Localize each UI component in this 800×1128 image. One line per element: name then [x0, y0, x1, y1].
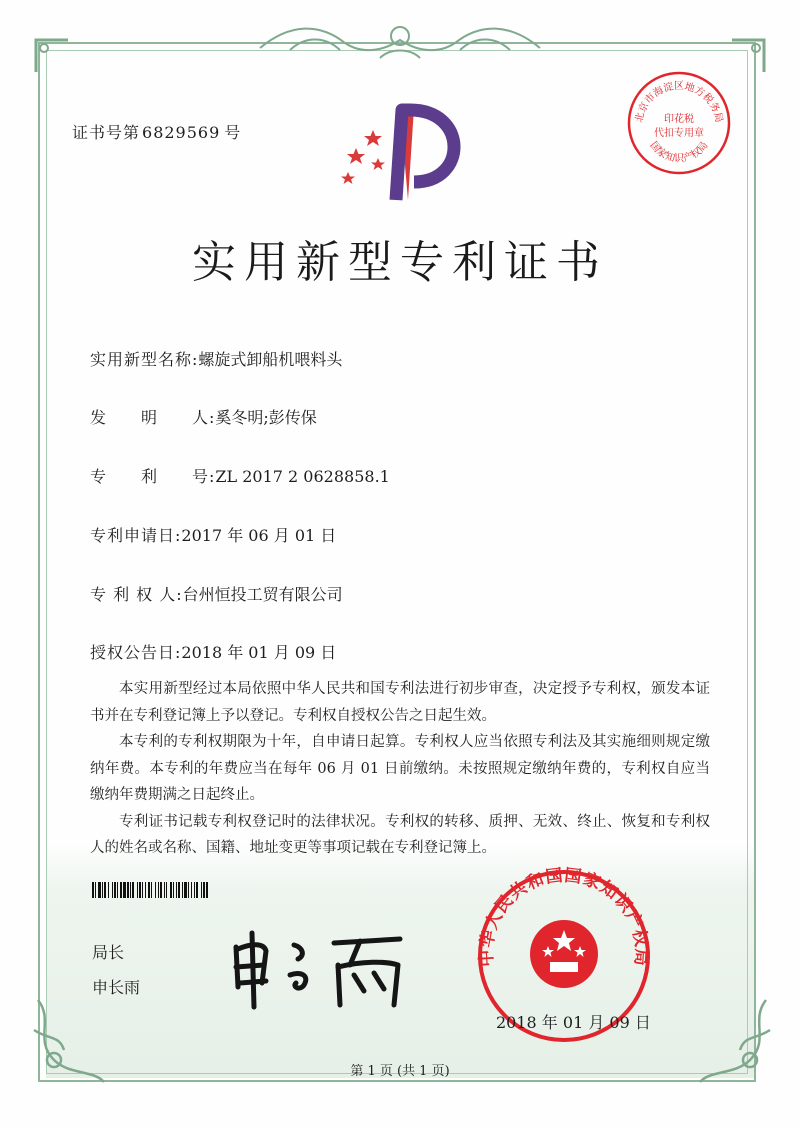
director-name: 申长雨 — [92, 978, 141, 997]
barcode-bar — [196, 882, 198, 898]
barcode-bar — [178, 882, 180, 898]
notice-paragraph: 专利证书记载专利权登记时的法律状况。专利权的转移、质押、无效、终止、恢复和专利权人的姓名或名称、国籍、地址变更等事项记载在专利登记簿上。 — [90, 813, 710, 856]
barcode-bar — [120, 882, 122, 898]
barcode-bar — [108, 882, 109, 898]
barcode-bar — [123, 882, 126, 898]
tax-seal-outer-text: 北京市海淀区地方税务局 — [633, 81, 725, 124]
barcode-bar — [155, 882, 156, 898]
certificate-number — [72, 120, 241, 143]
barcode-bar — [127, 882, 129, 898]
barcode-bar — [166, 882, 167, 898]
barcode-bar — [114, 882, 116, 898]
field-patent-number — [90, 464, 390, 487]
barcode-bar — [117, 882, 118, 898]
barcode-bar — [201, 882, 202, 898]
barcode-bar — [132, 882, 134, 898]
field-inventor — [90, 405, 317, 428]
barcode-bar — [130, 882, 131, 898]
barcode-bar — [158, 882, 159, 898]
field-label: 专 利 号: — [90, 467, 216, 486]
barcode-bar — [160, 882, 162, 898]
field-value: 台州恒投工贸有限公司 — [182, 585, 343, 604]
barcode-bar — [191, 882, 192, 898]
field-value: ZL 2017 2 0628858.1 — [215, 467, 390, 486]
field-label: 授权公告日: — [90, 643, 182, 662]
barcode-bar — [188, 882, 189, 898]
barcode-bar — [203, 882, 205, 898]
seal-date: 2018 年 01 月 09 日 — [496, 1013, 651, 1032]
barcode — [92, 882, 288, 898]
field-label: 发 明 人: — [90, 408, 216, 427]
field-value: 2018 年 01 月 09 日 — [181, 643, 337, 662]
patent-office-emblem — [318, 100, 468, 210]
barcode-bar — [164, 882, 165, 898]
page-number: 第 1 页 (共 1 页) — [350, 1064, 450, 1079]
field-patentee — [90, 582, 343, 605]
barcode-bar — [142, 882, 143, 898]
barcode-bar — [102, 882, 103, 898]
barcode-bar — [137, 882, 138, 898]
top-ornament — [250, 18, 550, 68]
field-label: 专利申请日: — [90, 526, 182, 545]
corner-ornament-top-left — [32, 36, 72, 76]
certificate-number-suffix: 号 — [224, 123, 242, 142]
barcode-bar — [206, 882, 208, 898]
director-signature — [222, 925, 412, 1015]
barcode-bar — [98, 882, 101, 898]
seal-text: 中华人民共和国国家知识产权局 — [476, 866, 652, 968]
field-label: 实用新型名称: — [90, 350, 199, 369]
field-application-date — [90, 523, 336, 546]
barcode-bar — [92, 882, 94, 898]
barcode-bar — [194, 882, 195, 898]
director-title: 局长 — [92, 943, 125, 962]
barcode-bar — [182, 882, 183, 898]
barcode-bar — [176, 882, 177, 898]
certificate-number-label: 证书号第 — [72, 123, 141, 142]
barcode-bar — [145, 882, 146, 898]
tax-seal-line2: 代扣专用章 — [654, 128, 704, 139]
tax-stamp-seal — [626, 70, 732, 176]
field-value: 奚冬明;彭传保 — [215, 408, 317, 427]
certificate-number-value: 6829569 — [142, 123, 221, 142]
barcode-bar — [151, 882, 152, 898]
field-grant-date — [90, 640, 336, 663]
corner-ornament-top-right — [728, 36, 768, 76]
barcode-bar — [104, 882, 106, 898]
notice-paragraph: 本专利的专利权期限为十年，自申请日起算。专利权人应当依照专利法及其实施细则规定缴纳年费。本专利的年费应当在每年 06 月 01 日前缴纳。未按照规定缴纳年费的，专利权自应当缴纳年费期满之日起终止。 — [90, 734, 710, 803]
barcode-bar — [139, 882, 141, 898]
barcode-bar — [173, 882, 174, 898]
barcode-bar — [184, 882, 187, 898]
notice-paragraph: 本实用新型经过本局依照中华人民共和国专利法进行初步审查，决定授予专利权，颁发本证书并在专利登记簿上予以登记。专利权自授权公告之日起生效。 — [90, 681, 710, 724]
barcode-bar — [170, 882, 172, 898]
field-value: 2017 年 06 月 01 日 — [181, 526, 337, 545]
barcode-bar — [95, 882, 96, 898]
field-label: 专 利 权 人: — [90, 585, 183, 604]
tax-seal-line1: 印花税 — [664, 114, 694, 125]
tax-seal-bottom-text: 国家知识产权局 — [647, 140, 711, 165]
field-utility-model-name — [90, 347, 342, 370]
legal-notice — [90, 676, 710, 862]
barcode-bar — [148, 882, 150, 898]
svg-text:国家知识产权局 — [647, 139, 710, 164]
certificate-title: 实用新型专利证书 — [192, 237, 608, 288]
barcode-bar — [112, 882, 113, 898]
field-value: 螺旋式卸船机喂料头 — [198, 350, 343, 369]
